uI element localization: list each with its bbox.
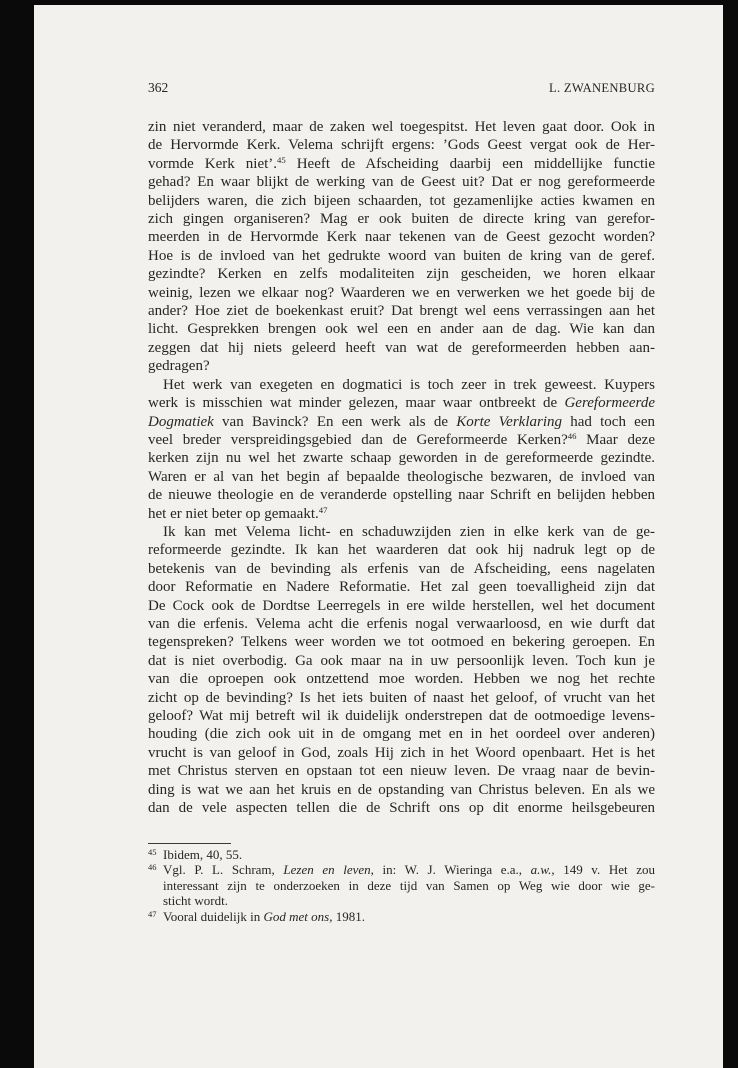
text-line	[148, 357, 655, 375]
text-line	[148, 118, 655, 136]
text-line	[148, 781, 655, 799]
footnote-separator	[148, 843, 231, 844]
text-run: zicht op de bevinding? Is het iets buiten of naast het geloof, of vrucht van het	[148, 689, 655, 706]
text-run: kerken zijn nu wel het zwarte schaap geworden in de gereformeerde gezindte.	[148, 450, 655, 467]
body-text	[148, 118, 655, 817]
text-run: licht. Gesprekken brengen ook wel een en ander aan de dag. Wie kan dan	[148, 321, 655, 338]
text-run: door Reformatie en Nadere Reformatie. Het zal geen toevalligheid zijn dat	[148, 579, 655, 596]
text-line	[148, 265, 655, 283]
page-number: 362	[148, 80, 169, 95]
text-line	[148, 744, 655, 762]
text-line	[148, 155, 655, 173]
footnote-number: 47	[148, 908, 157, 919]
paragraph	[148, 523, 655, 818]
text-line	[148, 192, 655, 210]
text-line	[163, 878, 655, 893]
running-head-author: L. ZWANENBURG	[548, 81, 655, 95]
text-run: met Christus sterven en opstaan tot een nieuw leven. De vraag naar de bevin-	[148, 763, 655, 780]
text-line	[148, 670, 655, 688]
text-line	[148, 210, 655, 228]
text-line	[148, 431, 655, 449]
text-run: zin niet veranderd, maar de zaken wel toegespitst. Het leven gaat door. Ook in	[148, 119, 655, 135]
text-line	[148, 597, 655, 615]
footnote	[148, 862, 655, 908]
text-run: interessant zijn te onderzoeken in deze tijd van Samen op Weg wie door wie ge-	[163, 877, 655, 893]
footnote-text	[163, 909, 655, 924]
text-line	[148, 615, 655, 633]
text-line	[148, 449, 655, 467]
text-run: , 1981.	[329, 908, 365, 924]
footnote-text	[163, 862, 655, 908]
text-line	[148, 320, 655, 338]
footnote	[148, 847, 655, 862]
text-run: gezindte? Kerken en zelfs modaliteiten zijn gescheiden, we horen elkaar	[148, 266, 655, 283]
footnote-reference: 46	[567, 431, 577, 442]
paragraph	[148, 118, 655, 376]
text-run: de nieuwe theologie en de veranderde opstelling naar Schrift en belijden hebben	[148, 487, 655, 504]
text-line	[148, 284, 655, 302]
text-line	[148, 339, 655, 357]
text-run: zich gingen organiseren? Mag er ook buiten de directe kring van gerefor-	[148, 211, 655, 228]
footnote-reference: 45	[277, 155, 286, 166]
running-head	[148, 80, 655, 96]
text-run: reformeerde gezindte. Ik kan het waarderen dat ook hij nadruk legt op de	[148, 542, 655, 559]
text-line	[148, 578, 655, 596]
text-run: de Hervormde Kerk. Velema schrijft ergens: ’Gods Geest vergat ook de Her-	[148, 137, 655, 154]
text-run: werk is misschien wat minder gelezen, maar waar ontbreekt de	[148, 395, 565, 412]
text-line	[148, 762, 655, 780]
scan-border-left	[0, 0, 34, 1068]
text-line	[163, 909, 655, 924]
text-run: veel breder verspreidingsgebied dan de Gereformeerde Kerken?	[148, 431, 568, 448]
scan-border-top	[0, 0, 738, 5]
text-run: gedragen?	[148, 358, 210, 375]
text-line	[148, 136, 655, 154]
text-line	[148, 560, 655, 578]
text-line	[163, 862, 655, 877]
footnote-number: 45	[148, 847, 157, 857]
text-run: dat is niet overbodig. Ga ook maar na in uw persoonlijk leven. Toch kun je	[148, 652, 655, 669]
text-line	[148, 707, 655, 725]
text-run: van die oproepen ook ontzettend moe worden. Hebben we nog het rechte	[148, 671, 655, 688]
text-run: sticht wordt.	[163, 893, 228, 909]
footnote-text	[163, 847, 655, 862]
text-run: ander? Hoe ziet de boekenkast eruit? Dat brengt wel eens verrassingen aan het	[148, 303, 655, 320]
text-run: Vgl. P. L. Schram,	[163, 862, 284, 878]
text-run: Ik kan met Velema licht- en schaduwzijden zien in elke kerk van de ge-	[163, 523, 655, 540]
footnote	[148, 909, 655, 924]
paragraph	[148, 376, 655, 523]
text-run: ding is wat we aan het kruis en de opstanding van Christus beleven. En als we	[148, 781, 655, 798]
text-run: houding (die zich ook uit in de omgang met en in het oordeel over anderen)	[148, 726, 655, 743]
text-line	[148, 652, 655, 670]
text-line	[148, 725, 655, 743]
text-run: gehad? En waar blijkt de werking van de Geest uit? Dat er nog gereformeerde	[148, 174, 655, 191]
text-run: vormde Kerk niet’.	[148, 155, 278, 172]
text-line	[148, 173, 655, 191]
text-line	[148, 228, 655, 246]
text-run: Het werk van exegeten en dogmatici is toch zeer in trek geweest. Kuypers	[163, 376, 655, 393]
text-run: , 149 v. Het zou	[551, 862, 655, 878]
footnote-reference: 47	[318, 504, 328, 515]
text-line	[163, 893, 655, 908]
text-line	[148, 468, 655, 486]
text-run: Heeft de Afscheiding daarbij een middellijke functie	[285, 155, 656, 172]
text-line	[163, 847, 655, 862]
text-line	[148, 799, 655, 817]
italic-text: Korte Verklaring	[456, 413, 562, 430]
footnote-number: 46	[148, 862, 157, 873]
text-line	[148, 247, 655, 265]
text-run: weinig, lezen we elkaar nog? Waarderen we en verwerken we het goede bij de	[148, 284, 655, 301]
text-line	[148, 689, 655, 707]
text-line	[148, 394, 655, 412]
text-run: had toch een	[562, 413, 655, 430]
text-line	[148, 523, 655, 541]
text-run: het er niet beter op gemaakt.	[148, 505, 319, 522]
italic-text: Gereformeerde	[564, 395, 655, 412]
text-run: vrucht is van geloof in God, zoals Hij zich in het Woord openbaart. Het is het	[148, 744, 655, 761]
text-line	[148, 486, 655, 504]
text-run: tegenspreken? Telkens weer worden we tot ootmoed en bekering geroepen. En	[148, 634, 655, 651]
text-run: Maar deze	[576, 431, 655, 448]
scan-border-right	[723, 0, 738, 1068]
italic-text: Dogmatiek	[148, 413, 214, 430]
footnotes	[148, 847, 655, 924]
text-run: van die erfenis. Velema acht die erfenis nogal verwaarloosd, en wie durft dat	[148, 615, 655, 632]
text-run: meerden in de Hervormde Kerk naar tekenen van de Geest gezocht worden?	[148, 229, 655, 246]
text-run: belijders waren, die zich bijeen schaarden, tot gezamenlijke acties kwamen en	[148, 192, 655, 209]
italic-text: God met ons	[263, 908, 330, 924]
text-run: Ibidem, 40, 55.	[163, 847, 243, 862]
text-run: van Bavinck? En een werk als de	[213, 413, 457, 430]
text-run: Vooral duidelijk in	[163, 908, 264, 924]
text-line	[148, 413, 655, 431]
text-run: betekenis van de bevinding als erfenis van de Afscheiding, eens nagelaten	[148, 560, 655, 577]
text-line	[148, 505, 655, 523]
text-run: Waren er al van het begin af bepaalde theologische bezwaren, de invloed van	[148, 468, 655, 485]
text-run: zeggen dat hij niets geleerd heeft van wat de gereformeerden hebben aan-	[148, 339, 655, 356]
text-line	[148, 376, 655, 394]
italic-text: a.w.	[530, 862, 552, 878]
text-run: Hoe is de invloed van het gedrukte woord van buiten de kring van de geref.	[148, 247, 655, 264]
text-run: geloof? Wat mij betreft wil ik duidelijk onderstrepen dat de ootmoedige levens-	[148, 708, 655, 724]
italic-text: Lezen en leven	[283, 862, 371, 878]
text-line	[148, 541, 655, 559]
text-run: dan de vele aspecten tellen die de Schrift ons op dit enorme heilsgebeuren	[148, 800, 655, 817]
text-line	[148, 302, 655, 320]
text-run: De Cock ook de Dordtse Leerregels in ere wilde herstellen, wel het document	[148, 597, 655, 614]
text-line	[148, 633, 655, 651]
text-run: , in: W. J. Wieringa e.a.,	[370, 862, 531, 878]
